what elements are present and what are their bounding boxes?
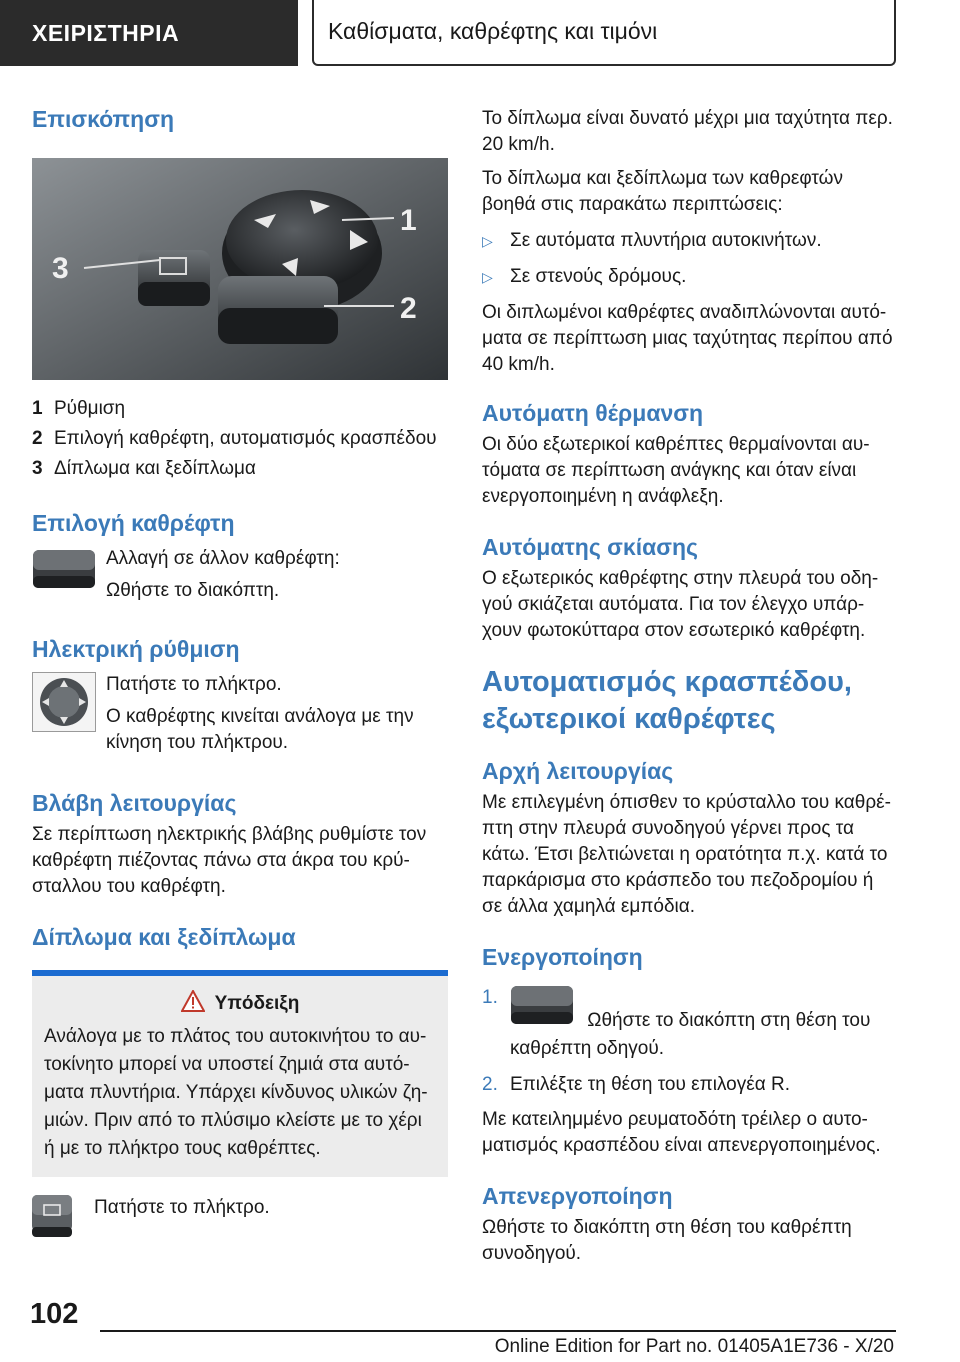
fold-press-instruction: Πατήστε το πλήκτρο. [32, 1195, 448, 1239]
right-column [482, 106, 898, 1267]
electric-adjust-heading: Ηλεκτρική ρύθμιση [32, 636, 240, 662]
principle-text: Με επιλεγμένη όπισθεν το κρύσταλλο του καθρέ-πτη στην πλευρά συνοδηγού γέρνει προς τα κάτω. Έτσι βελτιώνεται η ορατότητα π.χ. κατά το παρκάρισμα στο κράσπεδο του πεζοδρομίου ή σε άλλα χαμηλά εμπόδια. [482, 792, 891, 917]
mirror-select-instruction: Αλλαγή σε άλλον καθρέφτη: Ωθήστε το διακόπτη. [32, 546, 448, 610]
warning-triangle-icon [181, 990, 205, 1017]
fold-speed-text: Το δίπλωμα είναι δυνατό μέχρι μια ταχύτητα περ. 20 km/h. [482, 108, 893, 155]
callout-3: 3 [52, 252, 69, 285]
overview-heading: Επισκόπηση [32, 106, 174, 132]
callout-1: 1 [400, 204, 417, 237]
deactivation-heading: Απενεργοποίηση [482, 1183, 673, 1209]
fault-text: Σε περίπτωση ηλεκτρικής βλάβης ρυθμίστε τον καθρέφτη πιέζοντας πάνω στα άκρα του κρύ-σταλλου του καθρέφτη. [32, 824, 427, 897]
photo-legend [32, 394, 448, 484]
chapter-title: ΧΕΙΡΙΣΤΗΡΙΑ [0, 0, 298, 66]
bullet-item: ▷ Σε αυτόματα πλυντήρια αυτοκινήτων. [482, 230, 822, 251]
fold-button-icon [32, 1195, 72, 1239]
heating-heading: Αυτόματη θέρμανση [482, 400, 704, 426]
dimming-text: Ο εξωτερικός καθρέφτης στην πλευρά του οδη-γού σκιάζεται αυτόματα. Για τον έλεγχο υπάρ-χουν φωτοκύτταρα στον εσωτερικό καθρέφτη. [482, 568, 879, 641]
legend-item: 3 Δίπλωμα και ξεδίπλωμα [32, 458, 256, 479]
note-header [32, 976, 448, 1023]
mirror-controls-photo [32, 158, 448, 380]
step-item: 2. Επιλέξτε τη θέση του επιλογέα R. [482, 1074, 790, 1095]
mirror-select-switch-icon [510, 984, 574, 1035]
activation-heading: Ενεργοποίηση [482, 944, 643, 970]
legend-item: 1 Ρύθμιση [32, 398, 126, 419]
legend-item: 2 Επιλογή καθρέφτη, αυτοματισμός κρασπέδου [32, 428, 437, 449]
mirror-select-heading: Επιλογή καθρέφτη [32, 510, 235, 536]
heating-text: Οι δύο εξωτερικοί καθρέπτες θερμαίνονται αυ-τόματα σε περίπτωση ανάγκης και όταν είναι ενεργοποιημένη η ανάφλεξη. [482, 434, 870, 507]
curb-heading: Αυτοματισμός κρασπέδου, εξωτερικοί καθρέφτες [482, 666, 852, 735]
mirror-select-switch-icon [32, 546, 96, 592]
page-number: 102 [30, 1298, 79, 1330]
auto-unfold-text: Οι διπλωμένοι καθρέφτες αναδιπλώνονται αυτό-ματα σε περίπτωση μιας ταχύτητας περίπου από 40 km/h. [482, 302, 893, 375]
fault-heading: Βλάβη λειτουργίας [32, 790, 237, 816]
principle-heading: Αρχή λειτουργίας [482, 758, 674, 784]
note-box [32, 970, 448, 1177]
dimming-heading: Αυτόματης σκίασης [482, 534, 699, 560]
note-title: Υπόδειξη [214, 992, 300, 1014]
fold-benefit-text: Το δίπλωμα και ξεδίπλωμα των καθρεφτών βοηθά στις παρακάτω περιπτώσεις: [482, 168, 843, 215]
mirror-controls-illustration [32, 158, 448, 380]
section-topic: Καθίσματα, καθρέφτης και τιμόνι [312, 0, 896, 66]
bullet-item: ▷ Σε στενούς δρόμους. [482, 266, 687, 287]
page-header [0, 0, 960, 66]
deactivation-text: Ωθήστε το διακόπτη στη θέση του καθρέπτη συνοδηγού. [482, 1217, 852, 1264]
fold-heading: Δίπλωμα και ξεδίπλωμα [32, 924, 296, 950]
electric-adjust-instruction: Πατήστε το πλήκτρο. Ο καθρέφτης κινείται ανάλογα με την κίνηση του πλήκτρου. [32, 672, 448, 762]
edition-text: Online Edition for Part no. 01405A1E736 - X/20 [494, 1336, 894, 1357]
trailer-text: Με κατειλημμένο ρευματοδότη τρέιλερ ο αυτο-ματισμός κρασπέδου είναι απενεργοποιημένος. [482, 1109, 881, 1156]
footer-divider [100, 1330, 896, 1332]
adjust-pad-icon [32, 672, 96, 732]
callout-2: 2 [400, 292, 417, 325]
left-column [32, 96, 448, 1239]
note-body: Ανάλογα με το πλάτος του αυτοκινήτου το αυ-τοκίνητο μπορεί να υποστεί ζημιά στα αυτό-ματα πλυντήρια. Υπάρχει κίνδυνος υλικών ζη-μιών. Πριν από το πλύσιμο κλείστε με το χέρι ή με το πλήκτρο τους καθρέπτες. [44, 1026, 428, 1159]
step-item: 1. Ωθήστε το διακόπτη στη θέση του καθρέπτη οδηγού. [482, 984, 898, 1063]
